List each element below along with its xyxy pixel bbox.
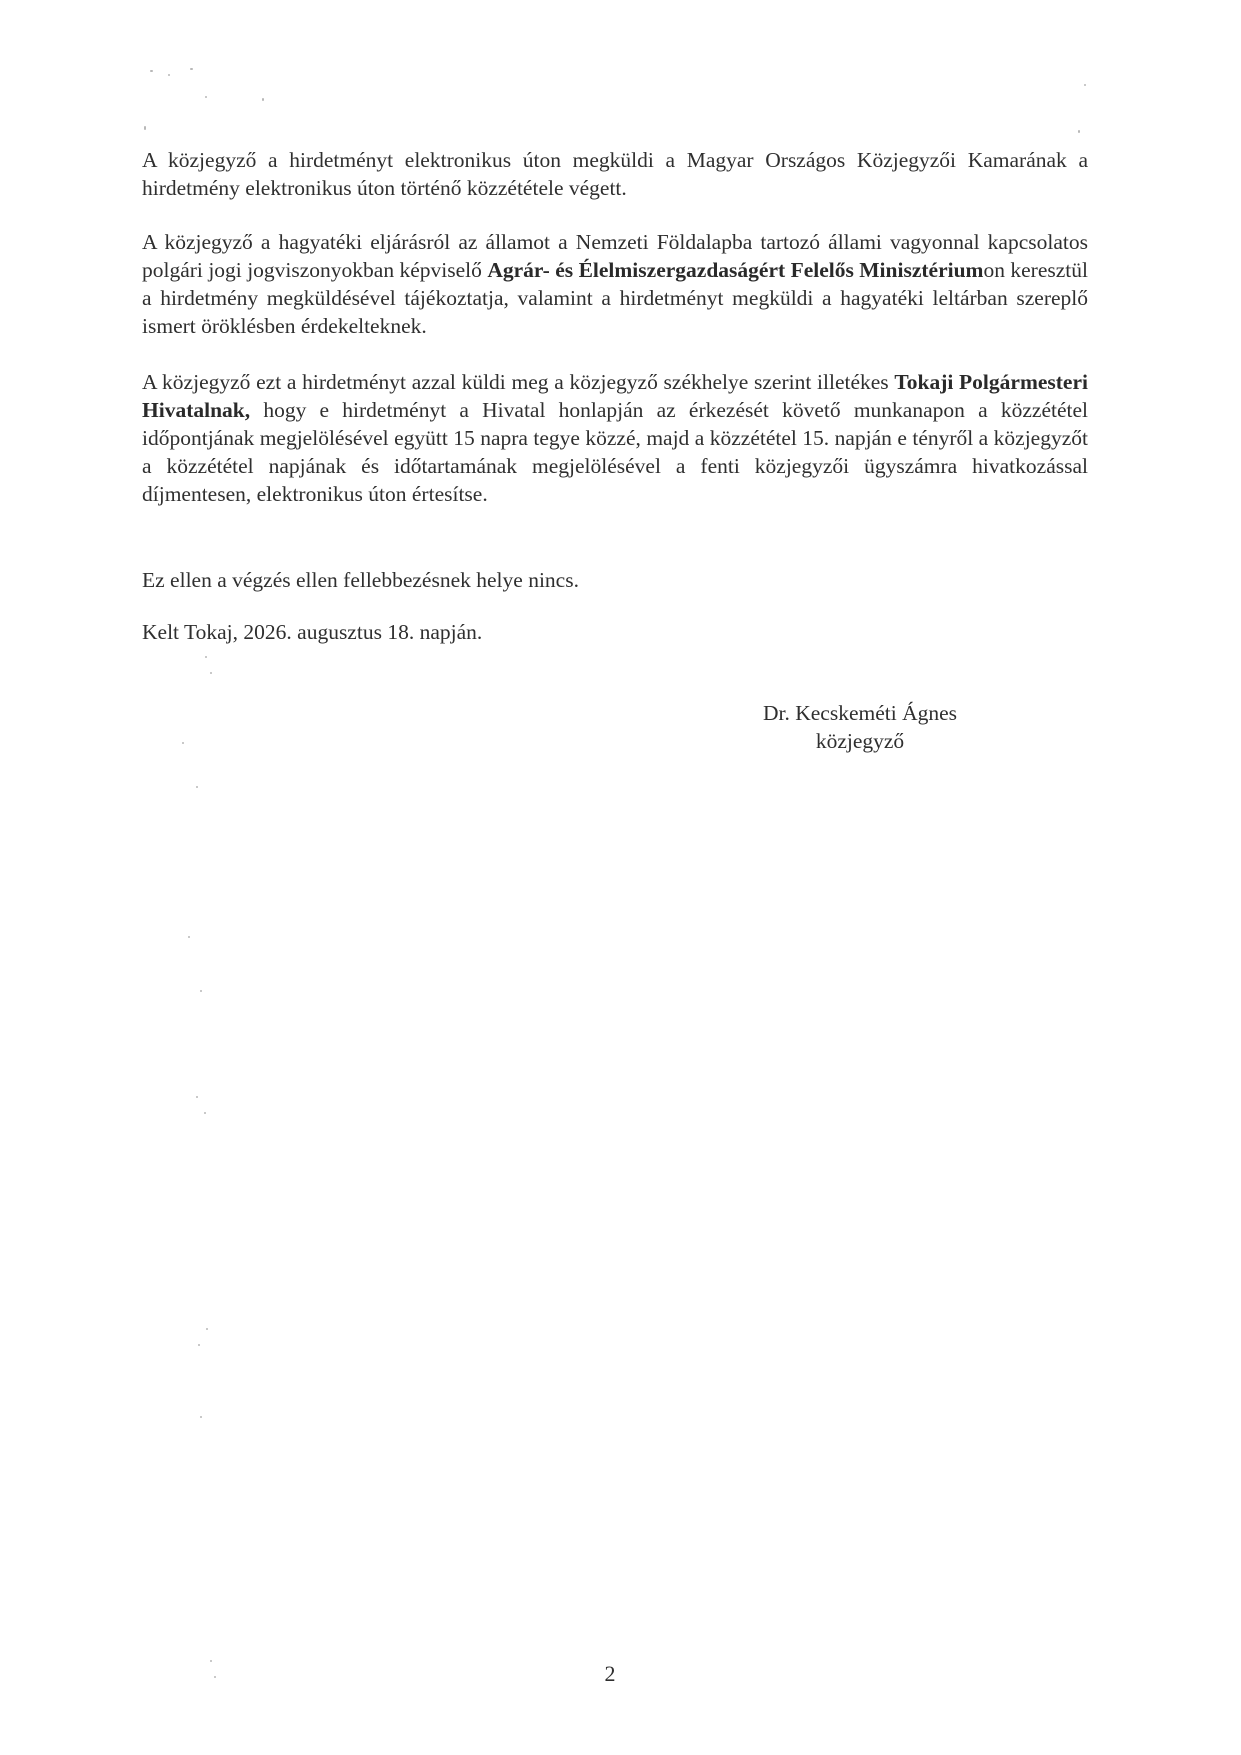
signatory-title: közjegyző [815, 729, 905, 753]
paragraph-publication-text: A közjegyző a hirdetményt elektronikus úton megküldi a Magyar Országos Közjegyzői Kamarának a hirdetmény elektronikus úton történő közzététele végett. [142, 148, 1088, 200]
paragraph-ministry-text-after: on keresztül a hirdetmény megküldésével tájékoztatja, valamint a hirdetményt megküldi a hagyatéki leltárban szereplő ismert öröklésben érdekelteknek. [142, 258, 1088, 338]
page-number: 2 [604, 1661, 616, 1686]
paragraph-date-place [142, 618, 1088, 646]
paragraph-ministry-text-before: A közjegyző a hagyatéki eljárásról az államot a Nemzeti Földalapba tartozó állami vagyonnal kapcsolatos polgári jogi jogviszonyokban képviselő [142, 230, 1088, 282]
paragraph-no-appeal [142, 566, 1088, 594]
paragraph-mayor-office-notice [142, 368, 1088, 508]
paragraph-mayor-text-before: A közjegyző ezt a hirdetményt azzal küldi meg a közjegyző székhelye szerint illetékes [142, 370, 895, 394]
signature-block [700, 699, 1020, 755]
date-place-text: Kelt Tokaj, 2026. augusztus 18. napján. [142, 620, 483, 644]
ministry-name: Agrár- és Élelmiszergazdaságért Felelős Minisztérium [487, 258, 984, 282]
mayor-office-name: Tokaji Polgármesteri Hivatalnak, [142, 370, 1088, 422]
paragraph-no-appeal-text: Ez ellen a végzés ellen fellebbezésnek helye nincs. [142, 568, 579, 592]
paragraph-ministry-notice [142, 228, 1088, 340]
signatory-name: Dr. Kecskeméti Ágnes [762, 701, 958, 725]
paragraph-mayor-text-after: hogy e hirdetményt a Hivatal honlapján az érkezését követő munkanapon a közzététel időpontjának megjelölésével együtt 15 napra tegye közzé, majd a közzététel 15. napján e tényről a közjegyzőt a közzététel napjának és időtartamának megjelölésével a fenti közjegyzői ügyszámra hivatkozással díjmentesen, elektronikus úton értesítse. [142, 398, 1088, 506]
paragraph-publication [142, 146, 1088, 202]
